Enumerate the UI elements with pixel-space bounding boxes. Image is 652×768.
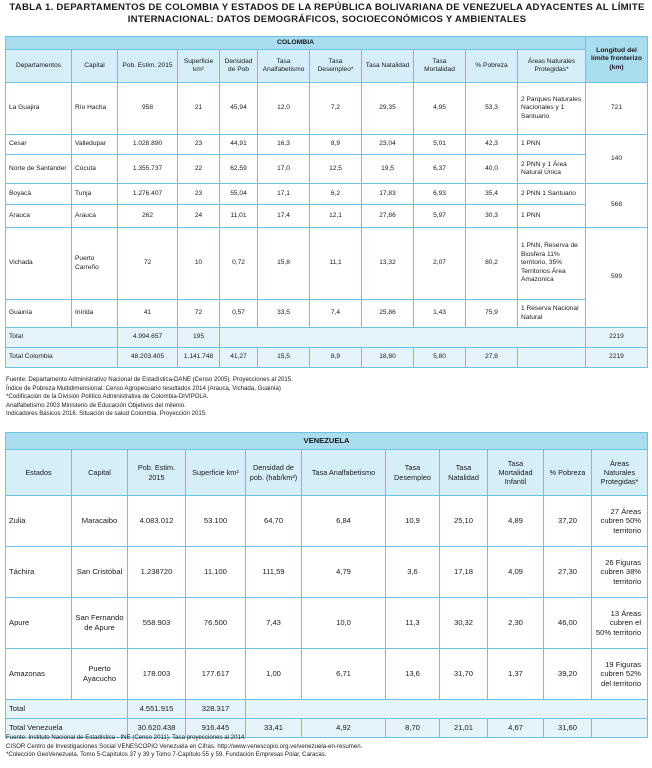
cell-pob: 1.238720 — [128, 547, 186, 598]
ven-header-areas: Áreas Naturales Protegidas* — [592, 450, 648, 496]
cell-pobreza: 80,2 — [466, 228, 518, 300]
colombia-band: COLOMBIA — [6, 37, 586, 50]
table-row — [6, 496, 648, 547]
cell-cap: Valledupar — [72, 135, 118, 155]
cell-sup: 23 — [178, 184, 220, 205]
cell-anal: 17,0 — [258, 155, 310, 184]
cell-anal: 16,3 — [258, 135, 310, 155]
col-header-limit: Longitud del límite fronterizo (km) — [586, 37, 648, 83]
total-pob: 4.994.657 — [118, 328, 178, 348]
cell-nat: 13,32 — [362, 228, 414, 300]
table-row — [6, 205, 648, 228]
total-colombia-mor: 5,80 — [414, 348, 466, 368]
cell-nat: 29,35 — [362, 83, 414, 135]
cell-sup: 23 — [178, 135, 220, 155]
ven-header-cap: Capital — [72, 450, 128, 496]
cell-mor: 5,01 — [414, 135, 466, 155]
cell-dep: Arauca — [6, 205, 72, 228]
total-venezuela-anal: 4,92 — [302, 719, 386, 738]
table-row — [6, 184, 648, 205]
cell-nat: 30,32 — [440, 598, 488, 649]
cell-est: Táchira — [6, 547, 72, 598]
cell-pob: 1.028.890 — [118, 135, 178, 155]
ven-header-pob: Pob. Estim. 2015 — [128, 450, 186, 496]
total-empty — [246, 700, 648, 719]
cell-areas: 1 PNN, Reserva de Biosfera 11% territorio, 35% Territorios Área Amazonica — [518, 228, 586, 300]
total-venezuela-nat: 21,01 — [440, 719, 488, 738]
cell-cap: Maracaibo — [72, 496, 128, 547]
col-header-pobreza: % Pobreza — [466, 50, 518, 83]
col-header-nat: Tasa Natalidad — [362, 50, 414, 83]
cell-cap: San Cristóbal — [72, 547, 128, 598]
cell-areas: 2 PNN 1 Santuario — [518, 184, 586, 205]
cell-areas: 19 Figuras cubren 52% del territorio — [592, 649, 648, 700]
table-row — [6, 547, 648, 598]
cell-des: 3,6 — [386, 547, 440, 598]
total-venezuela-den: 33,41 — [246, 719, 302, 738]
cell-pobreza: 39,20 — [544, 649, 592, 700]
cell-pob: 72 — [118, 228, 178, 300]
total-venezuela-pob: 30.620.438 — [128, 719, 186, 738]
cell-limit: 721 — [586, 83, 648, 135]
colombia-table — [5, 36, 648, 368]
footnote: CISOR Centro de Investigaciones Social VENESCOPIO Venezuela en Cifras. http://www.venescopio.org.ve/venezuela-en-resumen. — [6, 742, 363, 750]
cell-areas: 26 Figuras cubren 38% territorio — [592, 547, 648, 598]
cell-pob: 178.003 — [128, 649, 186, 700]
table-row — [6, 83, 648, 135]
total-colombia-sup: 1.141.748 — [178, 348, 220, 368]
cell-sup: 76.500 — [186, 598, 246, 649]
footnote: *Codificación de la División Político Administrativa de Colombia-DIVIPOLA. — [6, 393, 209, 401]
total-colombia-row — [6, 348, 648, 368]
cell-areas: 2 Parques Naturales Nacionales y 1 Santuario — [518, 83, 586, 135]
total-colombia-des: 8,9 — [310, 348, 362, 368]
cell-des: 6,2 — [310, 184, 362, 205]
cell-pobreza: 30,3 — [466, 205, 518, 228]
cell-anal: 33,5 — [258, 300, 310, 328]
cell-pobreza: 40,0 — [466, 155, 518, 184]
cell-nat: 17,18 — [440, 547, 488, 598]
total-venezuela-des: 8,70 — [386, 719, 440, 738]
cell-areas: 1 PNN — [518, 135, 586, 155]
cell-cap: Río Hacha — [72, 83, 118, 135]
cell-areas: 1 Reserva Nacional Natural — [518, 300, 586, 328]
cell-limit: 140 — [586, 135, 648, 184]
table-row — [6, 649, 648, 700]
cell-nat: 17,83 — [362, 184, 414, 205]
cell-den: 111,59 — [246, 547, 302, 598]
cell-den: 45,94 — [220, 83, 258, 135]
cell-anal: 17,4 — [258, 205, 310, 228]
cell-mor: 1,37 — [488, 649, 544, 700]
total-label: Total — [6, 328, 118, 348]
col-header-pob: Pob. Estim. 2015 — [118, 50, 178, 83]
cell-areas: 2 PNN y 1 Área Natural Única — [518, 155, 586, 184]
col-header-areas: Áreas Naturales Protegidas* — [518, 50, 586, 83]
ven-header-est: Estados — [6, 450, 72, 496]
footnote: Índice de Pobreza Multidimensional: Censo Agropecuario resultados 2014 (Arauca, Vichada, Guainía) — [6, 384, 281, 392]
cell-cap: Cúcuta — [72, 155, 118, 184]
cell-des: 7,2 — [310, 83, 362, 135]
total-colombia-empty — [518, 348, 586, 368]
cell-dep: Vichada — [6, 228, 72, 300]
cell-mor: 4,95 — [414, 83, 466, 135]
footnote: Indicadores Básicos 2016. Situación de salud Colombia. Proyección 2015. — [6, 410, 207, 418]
venezuela-band: VENEZUELA — [6, 433, 648, 450]
cell-cap: San Fernando de Apure — [72, 598, 128, 649]
cell-des: 8,9 — [310, 135, 362, 155]
cell-des: 10,9 — [386, 496, 440, 547]
cell-areas: 13 Áreas cubren el 50% territorio — [592, 598, 648, 649]
cell-sup: 72 — [178, 300, 220, 328]
col-header-mor: Tasa Mortalidad — [414, 50, 466, 83]
cell-den: 0,72 — [220, 228, 258, 300]
cell-sup: 53.100 — [186, 496, 246, 547]
total-colombia-limit: 2219 — [586, 348, 648, 368]
total-sup: 328.317 — [186, 700, 246, 719]
cell-dep: Norte de Santander — [6, 155, 72, 184]
cell-dep: Boyacá — [6, 184, 72, 205]
table-title — [6, 2, 648, 26]
total-venezuela-sup: 916.445 — [186, 719, 246, 738]
table-row — [6, 135, 648, 155]
ven-header-nat: Tasa Natalidad — [440, 450, 488, 496]
cell-pobreza: 42,3 — [466, 135, 518, 155]
ven-header-sup: Superficie km² — [186, 450, 246, 496]
cell-nat: 25,10 — [440, 496, 488, 547]
cell-sup: 22 — [178, 155, 220, 184]
cell-mor: 6,37 — [414, 155, 466, 184]
col-header-dep: Departamentos — [6, 50, 72, 83]
cell-limit: 568 — [586, 184, 648, 228]
total-venezuela-pobreza: 31,60 — [544, 719, 592, 738]
ven-header-den: Densidad de pob. (hab/km²) — [246, 450, 302, 496]
cell-pob: 558.903 — [128, 598, 186, 649]
total-pob: 4.551.915 — [128, 700, 186, 719]
cell-limit: 599 — [586, 228, 648, 328]
table-row — [6, 155, 648, 184]
title-line-2: INTERNACIONAL: DATOS DEMOGRÁFICOS, SOCIOECONÓMICOS Y AMBIENTALES — [127, 14, 527, 25]
cell-anal: 17,1 — [258, 184, 310, 205]
cell-sup: 21 — [178, 83, 220, 135]
cell-anal: 15,8 — [258, 228, 310, 300]
cell-nat: 19,5 — [362, 155, 414, 184]
venezuela-table — [5, 432, 648, 738]
total-row — [6, 700, 648, 719]
cell-anal: 6,71 — [302, 649, 386, 700]
cell-nat: 25,86 — [362, 300, 414, 328]
cell-est: Apure — [6, 598, 72, 649]
col-header-des: Tasa Desempleo* — [310, 50, 362, 83]
cell-mor: 6,93 — [414, 184, 466, 205]
cell-dep: Guainía — [6, 300, 72, 328]
total-venezuela-mor: 4,67 — [488, 719, 544, 738]
ven-header-des: Tasa Desempleo — [386, 450, 440, 496]
cell-cap: Puerto Ayacucho — [72, 649, 128, 700]
cell-pob: 41 — [118, 300, 178, 328]
ven-header-anal: Tasa Analfabetismo — [302, 450, 386, 496]
cell-den: 55,04 — [220, 184, 258, 205]
total-colombia-den: 41,27 — [220, 348, 258, 368]
col-header-cap: Capital — [72, 50, 118, 83]
cell-mor: 4,09 — [488, 547, 544, 598]
cell-mor: 2,30 — [488, 598, 544, 649]
total-label: Total — [6, 700, 128, 719]
cell-mor: 5,97 — [414, 205, 466, 228]
cell-pob: 958 — [118, 83, 178, 135]
cell-est: Amazonas — [6, 649, 72, 700]
cell-est: Zulia — [6, 496, 72, 547]
total-colombia-pobreza: 27,8 — [466, 348, 518, 368]
cell-pob: 1.276.407 — [118, 184, 178, 205]
ven-header-mor: Tasa Mortalidad Infantil — [488, 450, 544, 496]
total-empty — [220, 328, 586, 348]
total-colombia-anal: 15,5 — [258, 348, 310, 368]
col-header-sup: Superficie km² — [178, 50, 220, 83]
cell-pobreza: 46,00 — [544, 598, 592, 649]
cell-des: 11,3 — [386, 598, 440, 649]
cell-sup: 24 — [178, 205, 220, 228]
cell-des: 7,4 — [310, 300, 362, 328]
cell-mor: 4,89 — [488, 496, 544, 547]
total-venezuela-label: Total Venezuela — [6, 719, 128, 738]
cell-pobreza: 53,3 — [466, 83, 518, 135]
ven-header-pobreza: % Pobreza — [544, 450, 592, 496]
cell-nat: 31,70 — [440, 649, 488, 700]
cell-den: 44,91 — [220, 135, 258, 155]
col-header-den: Densidad de Pob — [220, 50, 258, 83]
cell-areas: 1 PNN — [518, 205, 586, 228]
cell-cap: Tunja — [72, 184, 118, 205]
cell-anal: 10,0 — [302, 598, 386, 649]
cell-anal: 12,0 — [258, 83, 310, 135]
cell-des: 12,5 — [310, 155, 362, 184]
total-colombia-pob: 48.203.405 — [118, 348, 178, 368]
total-colombia-label: Total Colombia — [6, 348, 118, 368]
table-row — [6, 228, 648, 300]
cell-den: 64,70 — [246, 496, 302, 547]
cell-cap: Puerto Carreño — [72, 228, 118, 300]
cell-pob: 1.355.737 — [118, 155, 178, 184]
col-header-anal: Tasa Analfabetismo — [258, 50, 310, 83]
cell-nat: 27,86 — [362, 205, 414, 228]
cell-nat: 23,04 — [362, 135, 414, 155]
footnote: *Colección GeoVenezuela, Tomo 5-Capítulos 37 y 39 y Tomo 7-Capítulo 55 y 59. Fundación Empresas Polar, Caracas. — [6, 751, 327, 759]
cell-anal: 6,84 — [302, 496, 386, 547]
cell-pob: 4.083.012 — [128, 496, 186, 547]
cell-pobreza: 27,30 — [544, 547, 592, 598]
cell-des: 11,1 — [310, 228, 362, 300]
cell-des: 13,6 — [386, 649, 440, 700]
cell-cap: Arauca — [72, 205, 118, 228]
colombia-footnotes — [6, 376, 646, 419]
total-sup: 195 — [178, 328, 220, 348]
cell-sup: 10 — [178, 228, 220, 300]
cell-des: 12,1 — [310, 205, 362, 228]
cell-mor: 1,43 — [414, 300, 466, 328]
cell-pobreza: 37,20 — [544, 496, 592, 547]
table-row — [6, 598, 648, 649]
cell-den: 11,01 — [220, 205, 258, 228]
cell-anal: 4,79 — [302, 547, 386, 598]
cell-den: 62,59 — [220, 155, 258, 184]
footnote: Analfabetismo 2003 Ministerio de Educación Objetivos del milenio. — [6, 401, 186, 409]
cell-pobreza: 75,9 — [466, 300, 518, 328]
total-row — [6, 328, 648, 348]
venezuela-footnotes — [6, 734, 646, 760]
title-line-1: TABLA 1. DEPARTAMENTOS DE COLOMBIA Y ESTADOS DE LA REPÚBLICA BOLIVARIANA DE VENEZUELA ADYACENTES AL LÍMITE — [9, 2, 645, 13]
cell-sup: 177.617 — [186, 649, 246, 700]
footnote: Fuente: Instituto Nacional de Estadística - INE (Censo 2011). Tasa proyecciones al 2014. — [6, 734, 246, 741]
total-limit: 2219 — [586, 328, 648, 348]
cell-pobreza: 35,4 — [466, 184, 518, 205]
footnote: Fuente: Departamento Administrativo Nacional de Estadística-DANE (Censo 2005). Proyecciones al 2015. — [6, 376, 293, 383]
cell-den: 0,57 — [220, 300, 258, 328]
total-colombia-nat: 18,80 — [362, 348, 414, 368]
cell-den: 7,43 — [246, 598, 302, 649]
cell-mor: 2,07 — [414, 228, 466, 300]
cell-cap: Inírida — [72, 300, 118, 328]
cell-pob: 262 — [118, 205, 178, 228]
cell-dep: La Guajira — [6, 83, 72, 135]
cell-dep: Cesar — [6, 135, 72, 155]
table-row — [6, 300, 648, 328]
cell-den: 1,00 — [246, 649, 302, 700]
cell-areas: 27 Áreas cubren 50% territorio — [592, 496, 648, 547]
cell-sup: 11.100 — [186, 547, 246, 598]
